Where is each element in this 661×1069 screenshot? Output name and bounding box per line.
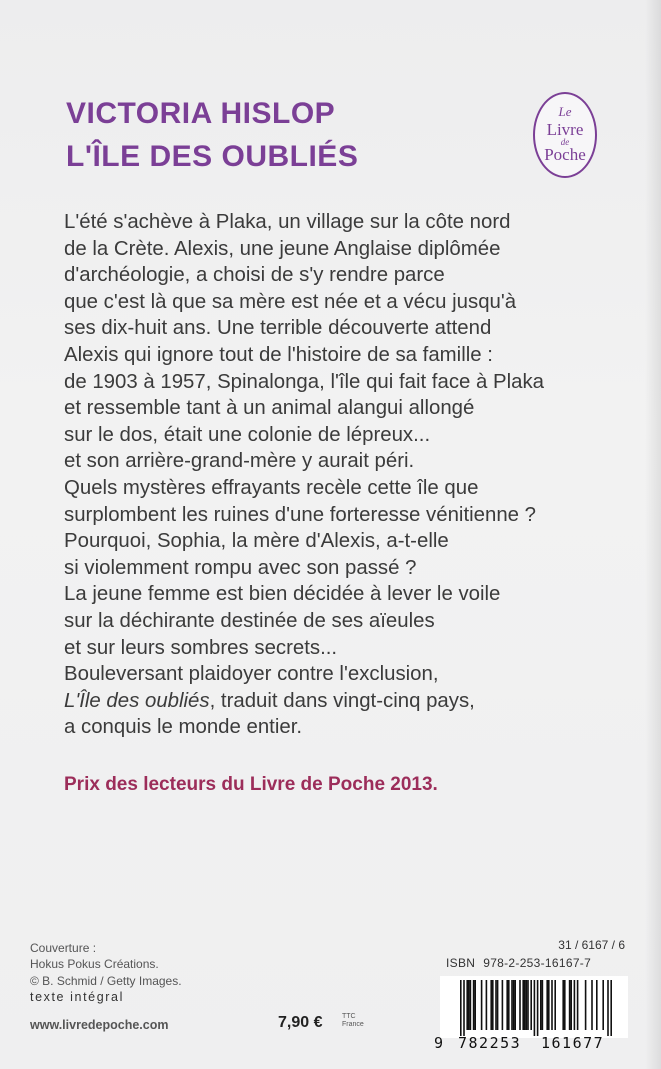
price-ttc: TTC xyxy=(342,1013,356,1020)
barcode-bar xyxy=(570,980,572,1030)
barcode-bar xyxy=(551,980,553,1030)
barcode-bar xyxy=(534,980,536,1036)
barcode-bar xyxy=(497,980,499,1030)
summary-line: et sur leurs sombres secrets... xyxy=(64,636,338,659)
barcode-bar xyxy=(473,980,475,1030)
barcode-bar xyxy=(569,980,571,1030)
barcode-bar xyxy=(524,980,526,1030)
barcode-bar xyxy=(495,980,497,1030)
summary-line: sur la déchirante destinée de ses aïeules xyxy=(64,609,435,632)
barcode-bar xyxy=(548,980,550,1030)
summary-line: Alexis qui ignore tout de l'histoire de sa famille : xyxy=(64,343,493,366)
barcode-bar xyxy=(470,980,472,1030)
summary-line: La jeune femme est bien décidée à lever le voile xyxy=(64,583,501,606)
barcode-bar xyxy=(519,980,521,1030)
barcode-bar xyxy=(585,980,587,1030)
barcode-bar xyxy=(574,980,576,1030)
catalog-reference: 31 / 6167 / 6 xyxy=(558,938,625,952)
summary-line: que c'est là que sa mère est née et a vécu jusqu'à xyxy=(64,290,517,313)
summary-line: L'été s'achève à Plaka, un village sur la côte nord xyxy=(64,211,511,233)
barcode-icon xyxy=(452,978,622,1036)
barcode-right-digits: 161677 xyxy=(541,1034,605,1052)
prize-mention: Prix des lecteurs du Livre de Poche 2013. xyxy=(64,774,438,795)
barcode-bar xyxy=(468,980,470,1030)
barcode-bar xyxy=(554,980,556,1030)
barcode-bar xyxy=(562,980,564,1030)
barcode-first-digit: 9 xyxy=(434,1034,444,1052)
barcode-bar xyxy=(591,980,593,1030)
publisher-logo xyxy=(533,92,597,178)
barcode-bar xyxy=(540,980,542,1030)
summary-line: et ressemble tant à un animal alangui allongé xyxy=(64,397,475,420)
barcode-bar xyxy=(511,980,513,1030)
integral-text-label: texte intégral xyxy=(30,990,124,1005)
photo-credit: © B. Schmid / Getty Images. xyxy=(30,973,182,988)
summary-line-title xyxy=(64,688,624,715)
barcode-bar xyxy=(502,980,504,1030)
barcode-bar xyxy=(486,980,488,1030)
barcode-bar xyxy=(506,980,508,1030)
logo-line-3: de xyxy=(560,137,570,147)
barcode-bar xyxy=(537,980,539,1036)
barcode-bar xyxy=(526,980,528,1030)
barcode-bar xyxy=(481,980,483,1030)
italic-book-title: L'Île des oubliés xyxy=(64,689,210,712)
author-name: VICTORIA HISLOP xyxy=(66,97,336,130)
barcode-bar xyxy=(463,980,465,1036)
cover-credits xyxy=(30,940,182,1006)
barcode-bar xyxy=(508,980,510,1030)
cover-designer: Hokus Pokus Créations. xyxy=(30,957,159,972)
barcode-bar xyxy=(596,980,598,1030)
summary-line: Quels mystères effrayants recèle cette île que xyxy=(64,476,479,499)
barcode-left-digits: 782253 xyxy=(458,1034,522,1052)
barcode-bar xyxy=(490,980,492,1030)
logo-line-2: Livre xyxy=(546,120,584,139)
barcode-bar xyxy=(546,980,548,1030)
summary-line: ses dix-huit ans. Une terrible découverte attend xyxy=(64,317,492,340)
barcode-bar xyxy=(474,980,476,1030)
barcode-bar xyxy=(527,980,529,1030)
summary-text xyxy=(64,209,624,741)
price: 7,90 € xyxy=(278,1014,323,1031)
price-country: France xyxy=(342,1021,364,1028)
barcode-bar xyxy=(607,980,609,1036)
barcode-bar xyxy=(564,980,566,1030)
cover-label: Couverture : xyxy=(30,941,97,955)
summary-line: Pourquoi, Sophia, la mère d'Alexis, a-t-elle xyxy=(64,530,449,553)
summary-line: Bouleversant plaidoyer contre l'exclusion, xyxy=(64,663,439,686)
isbn-line xyxy=(446,956,591,970)
summary-line-tail: , traduit dans vingt-cinq pays, xyxy=(209,689,475,712)
summary-line: a conquis le monde entier. xyxy=(64,716,303,739)
summary-line: sur le dos, était une colonie de lépreux... xyxy=(64,423,431,446)
barcode-bar xyxy=(514,980,516,1030)
summary-line: d'archéologie, a choisi de s'y rendre parce xyxy=(64,264,445,287)
book-title: L'ÎLE DES OUBLIÉS xyxy=(66,140,359,173)
barcode-bar xyxy=(492,980,494,1030)
barcode-bar xyxy=(460,980,462,1036)
page-edge-shadow xyxy=(645,0,661,1069)
summary-line: de 1903 à 1957, Spinalonga, l'île qui fait face à Plaka xyxy=(64,370,545,393)
barcode-bar xyxy=(466,980,468,1030)
price-qualifier xyxy=(342,1013,364,1029)
summary-line: de la Crète. Alexis, une jeune Anglaise diplômée xyxy=(64,237,501,260)
barcode-bar xyxy=(602,980,604,1030)
barcode-bar xyxy=(542,980,544,1030)
summary-line: surplombent les ruines d'une forteresse vénitienne ? xyxy=(64,503,537,526)
summary-line: si violemment rompu avec son passé ? xyxy=(64,556,417,579)
publisher-website: www.livredepoche.com xyxy=(30,1018,169,1032)
barcode-bar xyxy=(530,980,532,1030)
barcode-bar xyxy=(610,980,612,1036)
isbn-label: ISBN xyxy=(446,956,476,970)
logo-line-1: Le xyxy=(558,104,572,119)
barcode-bar xyxy=(577,980,579,1030)
isbn-number: 978-2-253-16167-7 xyxy=(483,956,592,970)
barcode-bar xyxy=(522,980,524,1030)
logo-line-4: Poche xyxy=(544,145,586,164)
summary-line: et son arrière-grand-mère y aurait péri. xyxy=(64,450,415,473)
barcode-bar xyxy=(513,980,515,1030)
